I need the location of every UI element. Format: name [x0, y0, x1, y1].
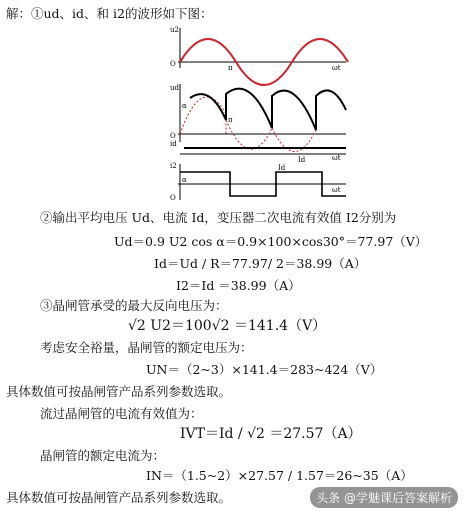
step2-title: ②输出平均电压 Ud、电流 Id，变压器二次电流有效值 I2分别为: [40, 210, 397, 225]
pi-label-1: π: [228, 64, 233, 72]
omega-t-label-3: ωt: [332, 186, 341, 194]
pi-label-2: π: [228, 116, 233, 124]
omega-t-label-2: ωt: [332, 154, 341, 162]
i2-panel: [178, 164, 346, 200]
origin-label-3: O: [170, 194, 176, 202]
rated-current-title: 晶闸管的额定电流为：: [40, 448, 166, 463]
u2-panel: [178, 28, 348, 85]
ud-panel: [178, 84, 346, 154]
margin-note: 考虑安全裕量，晶闸管的额定电压为：: [40, 340, 253, 355]
pick-note-1: 具体数值可按晶闸管产品系列参数选取。: [6, 384, 232, 399]
step3-title: ③晶闸管承受的最大反向电压为：: [40, 298, 228, 313]
i2-label: i2: [170, 162, 177, 170]
alpha-label-2: α: [182, 176, 187, 184]
pick-note-2: 具体数值可按晶闸管产品系列参数选取。: [6, 490, 232, 505]
waveform-diagram: [170, 24, 350, 202]
id-label: id: [170, 140, 177, 148]
watermark: 头条 @学魅课后答案解析: [310, 487, 458, 508]
rms-title: 流过晶闸管的电流有效值为：: [40, 406, 203, 421]
Id-label-2: Id: [278, 164, 286, 172]
eq-ud: Ud＝0.9 U2 cos α＝0.9×100×cos30°＝77.97（V）: [114, 234, 428, 249]
eq-vmax: √2 U2＝100√2 ＝141.4（V）: [128, 318, 327, 334]
ud-label: ud: [170, 84, 179, 92]
eq-ivt: IVT＝Id / √2 ＝27.57（A）: [180, 426, 362, 442]
eq-id: Id＝Ud / R＝77.97/ 2＝38.99（A）: [154, 256, 367, 271]
eq-un: UN＝（2~3）×141.4＝283~424（V）: [146, 362, 383, 377]
u2-label: u2: [170, 26, 179, 34]
omega-t-label-1: ωt: [332, 64, 341, 72]
eq-in: IN＝（1.5~2）×27.57 / 1.57＝26~35（A）: [146, 468, 413, 483]
origin-label-1: O: [170, 60, 176, 68]
alpha-label-1: α: [182, 102, 187, 110]
Id-label-1: Id: [298, 156, 306, 164]
intro-text: 解：①ud、id、和 i2的波形如下图：: [6, 6, 213, 21]
eq-i2: I2＝Id ＝38.99（A）: [176, 278, 301, 293]
origin-label-2: O: [170, 132, 176, 140]
